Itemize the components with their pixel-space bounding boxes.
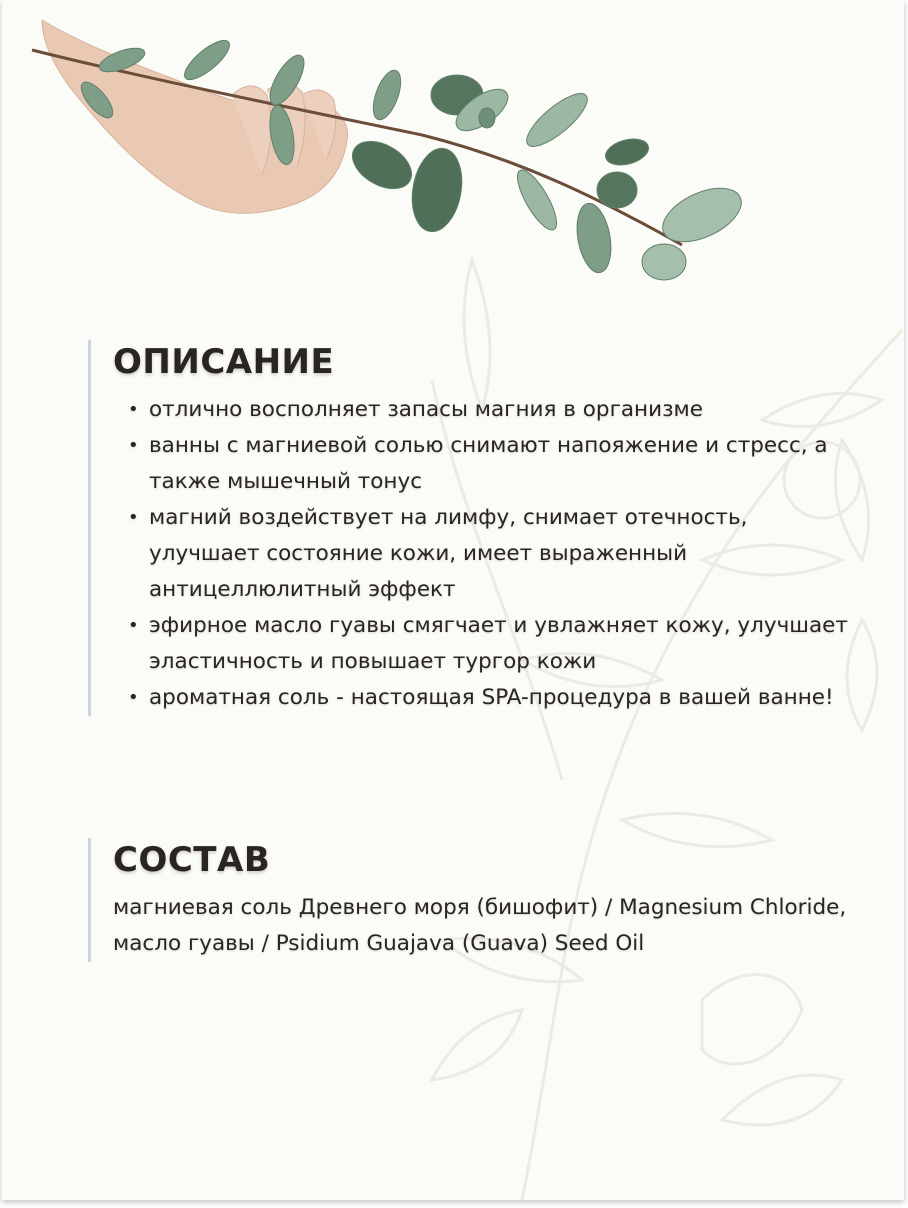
bullet-icon: •: [128, 399, 139, 420]
eucalyptus-branch-illustration: [2, 0, 762, 300]
description-section: [88, 340, 853, 716]
description-item: • эфирное масло гуавы смягчает и увлажняет кожу, улучшает эластичность и повышает тургор кожи: [113, 608, 853, 680]
description-item: • отлично восполняет запасы магния в организме: [113, 392, 853, 428]
description-item: • магний воздействует на лимфу, снимает отечность, улучшает состояние кожи, имеет выраженный антицеллюлитный эффект: [113, 500, 853, 608]
bullet-icon: •: [128, 615, 139, 636]
bullet-icon: •: [128, 507, 139, 528]
description-item: • ванны с магниевой солью снимают напояжение и стресс, а также мышечный тонус: [113, 428, 853, 500]
description-heading: ОПИСАНИЕ: [113, 342, 335, 382]
description-list: [113, 392, 853, 716]
bullet-icon: •: [128, 435, 139, 456]
product-page: [2, 0, 904, 1200]
bullet-icon: •: [128, 687, 139, 708]
description-item: • ароматная соль - настоящая SPA-процедура в вашей ванне!: [113, 680, 853, 716]
composition-text: магниевая соль Древнего моря (бишофит) / Magnesium Chloride, масло гуавы / Psidium Guajava (Guava) Seed Oil: [113, 895, 847, 956]
composition-section: [88, 838, 853, 962]
composition-heading: СОСТАВ: [113, 840, 271, 880]
